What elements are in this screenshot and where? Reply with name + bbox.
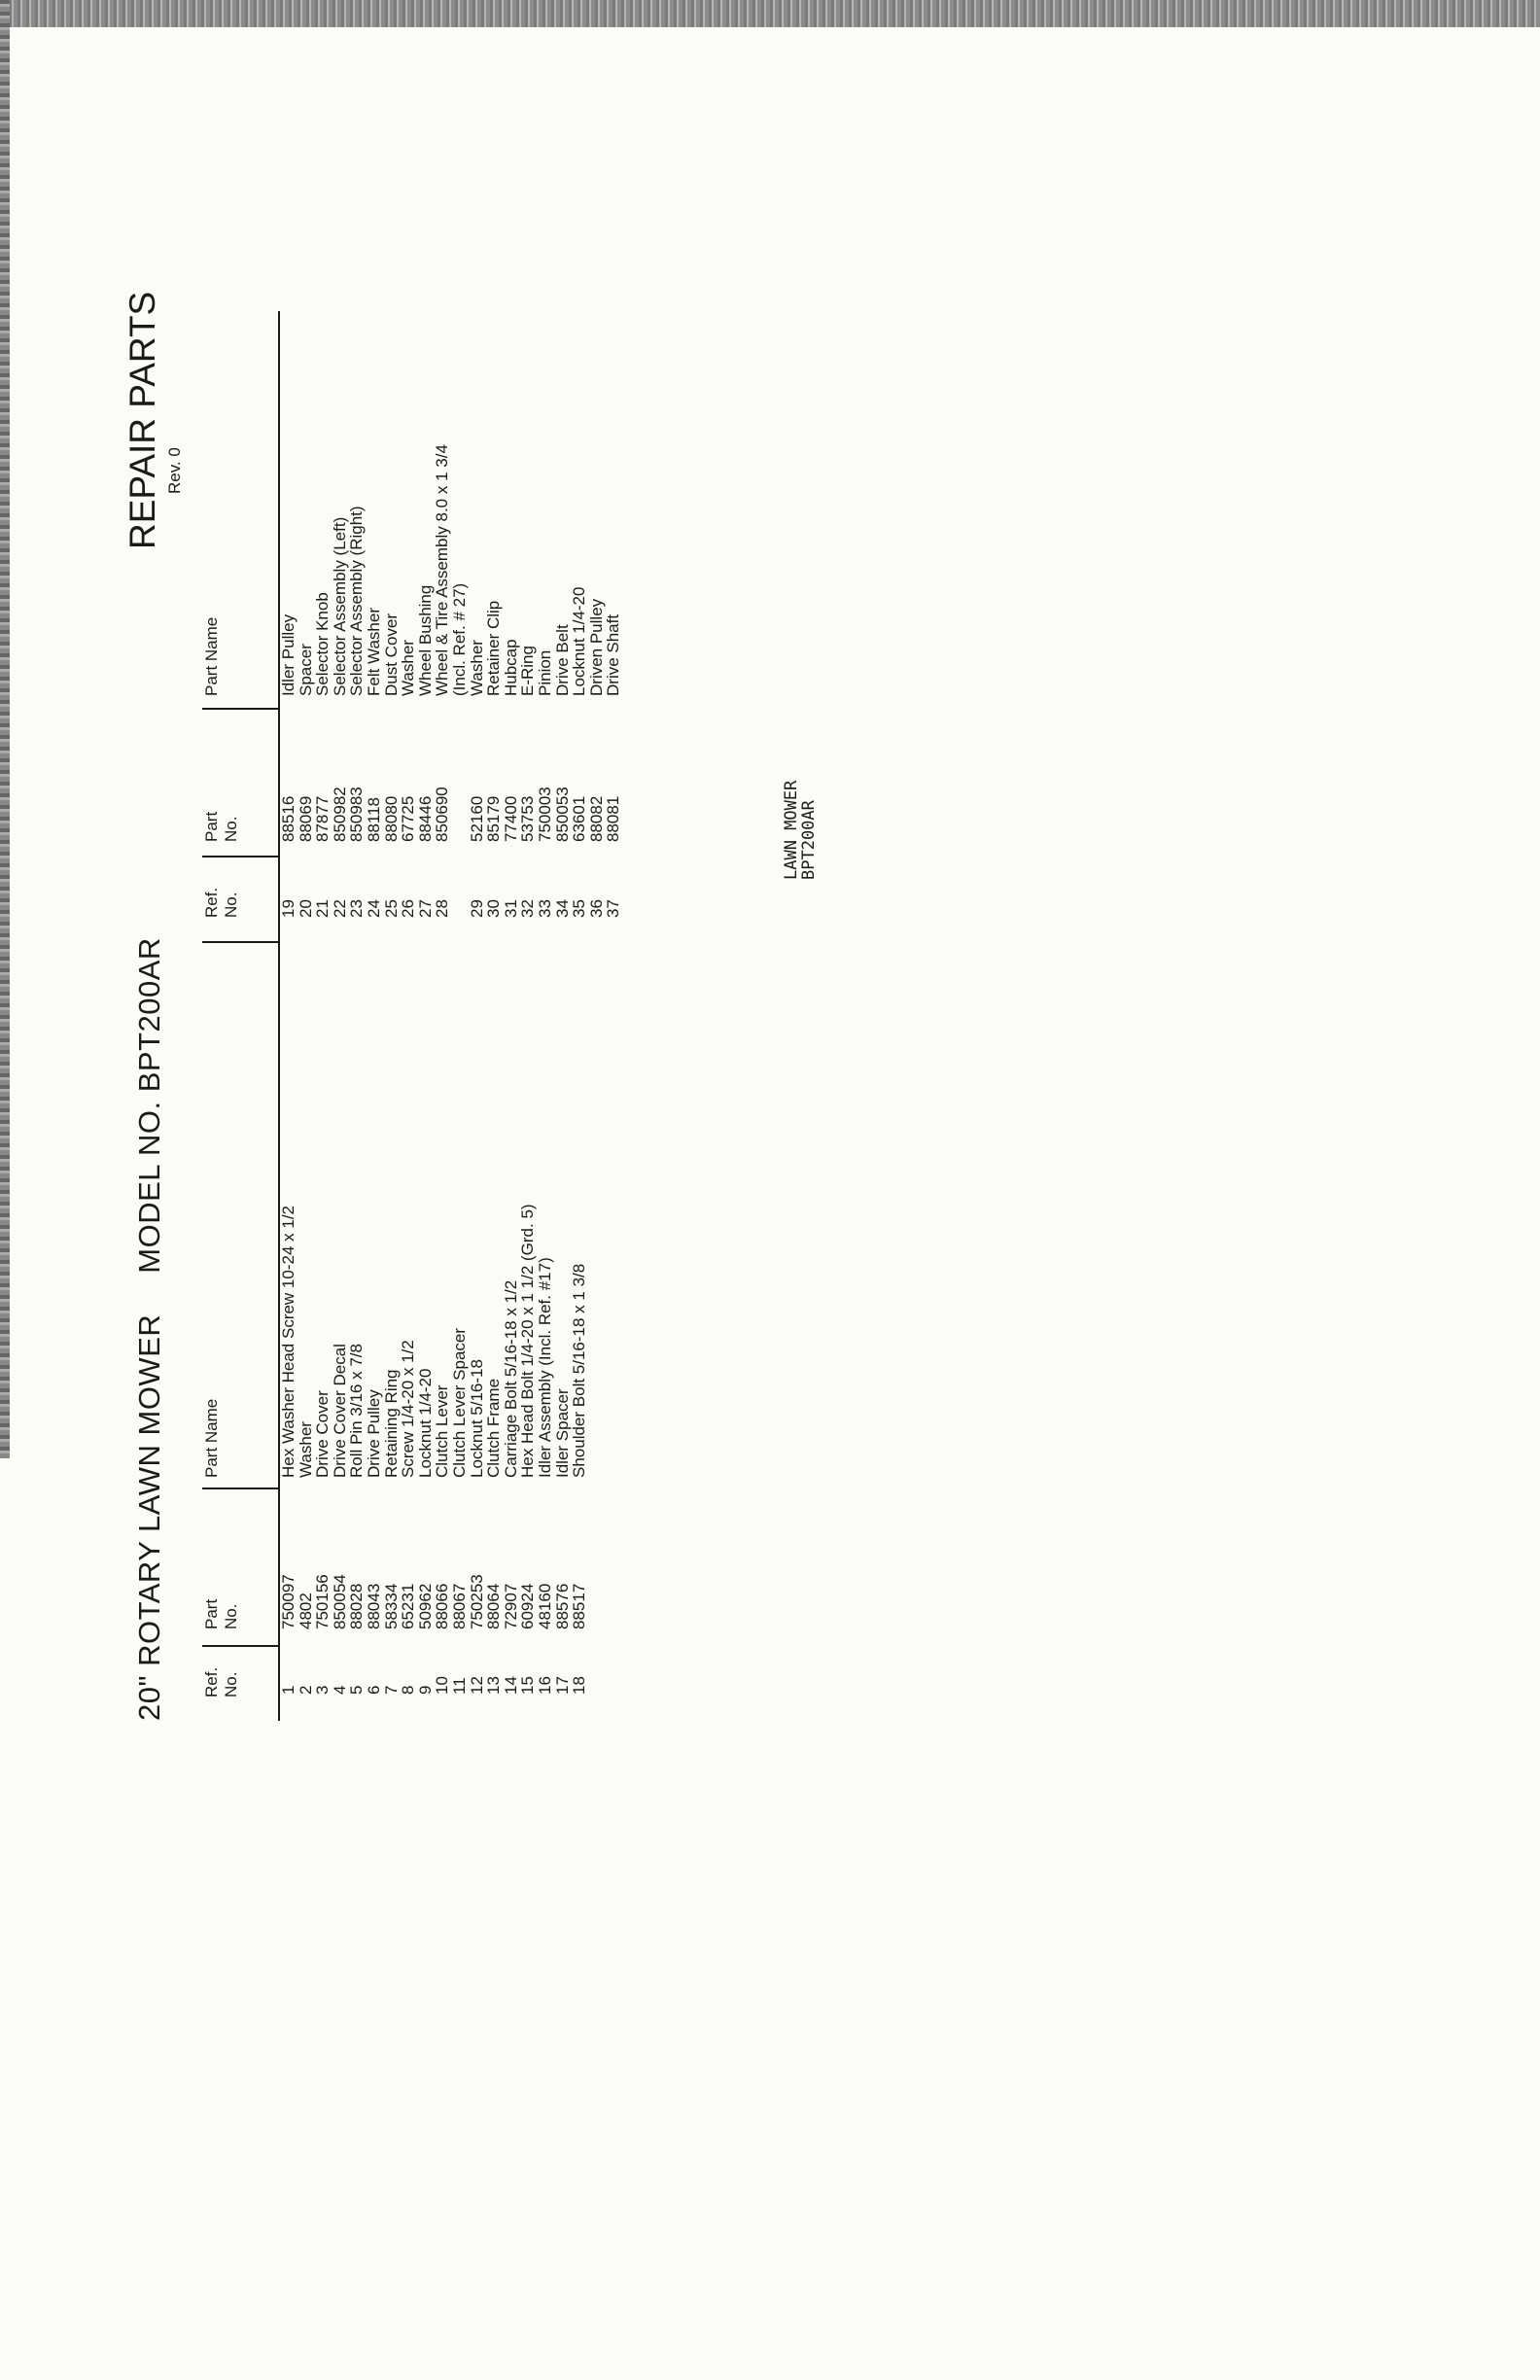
table-cell-name: (Incl. Ref. # 27) (449, 582, 469, 696)
table-cell-ref: 31 (501, 899, 520, 918)
table-cell-ref: 26 (399, 899, 418, 918)
header-name-right: Part Name (202, 616, 221, 696)
table-cell-name: Wheel Bushing (415, 584, 435, 696)
table-cell-ref: 9 (415, 1685, 435, 1695)
table-cell-part: 850983 (347, 787, 367, 842)
table-cell-name: Wheel & Tire Assembly 8.0 x 1 3/4 (433, 444, 452, 696)
table-cell-part: 88516 (279, 795, 298, 842)
table-cell-part: 52160 (467, 795, 486, 842)
table-cell-name: Drive Cover (313, 1390, 332, 1478)
table-cell-part: 88064 (484, 1583, 504, 1629)
table-cell-part: 87877 (313, 795, 332, 842)
revision-label: Rev. 0 (165, 447, 184, 494)
table-cell-ref: 14 (501, 1676, 520, 1695)
table-cell-name: Selector Assembly (Right) (347, 506, 367, 696)
header-part-left: Part No. (202, 1598, 240, 1629)
table-cell-part: 88082 (586, 795, 606, 842)
left-name-column (280, 1204, 588, 1478)
page-title (132, 937, 167, 1721)
table-cell-name: Washer (296, 1421, 315, 1478)
table-cell-name: E-Ring (518, 646, 538, 696)
table-cell-ref: 35 (570, 899, 589, 918)
scan-artifact-band (0, 0, 1540, 27)
table-cell-name: Locknut 5/16-18 (467, 1359, 486, 1478)
scan-artifact-edge (0, 0, 10, 1458)
right-part-column (280, 787, 622, 842)
table-cell-part: 88043 (364, 1583, 383, 1629)
table-cell-part: 750253 (467, 1574, 486, 1629)
table-cell-name: Idler Spacer (552, 1388, 572, 1478)
table-cell-ref: 21 (313, 899, 332, 918)
table-cell-ref: 30 (484, 899, 504, 918)
table-cell-part: 50962 (415, 1583, 435, 1629)
table-cell-part: 88576 (552, 1583, 572, 1629)
table-cell-ref: 23 (347, 899, 367, 918)
table-cell-name: Spacer (296, 644, 315, 696)
table-cell-name: Drive Belt (552, 624, 572, 696)
table-cell-part: 4802 (296, 1592, 315, 1629)
table-cell-ref: 16 (535, 1676, 554, 1695)
table-cell-ref: 29 (467, 899, 486, 918)
table-cell-name: Hubcap (501, 639, 520, 696)
table-cell-ref: 17 (552, 1676, 572, 1695)
table-cell-name: Screw 1/4-20 x 1/2 (399, 1340, 418, 1478)
repair-parts-heading: REPAIR PARTS (122, 291, 162, 549)
table-cell-name: Drive Shaft (604, 613, 623, 696)
table-cell-ref: 20 (296, 899, 315, 918)
divider-left-1 (202, 1645, 278, 1647)
table-cell-part: 88081 (604, 795, 623, 842)
table-cell-ref: 34 (552, 899, 572, 918)
table-cell-part: 88067 (449, 1583, 469, 1629)
table-cell-name: Clutch Lever Spacer (449, 1327, 469, 1478)
table-cell-name: Locknut 1/4-20 (570, 586, 589, 696)
table-cell-ref: 10 (433, 1676, 452, 1695)
table-cell-ref: 19 (279, 899, 298, 918)
table-cell-name: Driven Pulley (586, 598, 606, 696)
table-cell-ref: 4 (330, 1685, 349, 1695)
table-cell-part: 67725 (399, 795, 418, 842)
table-cell-name: Locknut 1/4-20 (415, 1368, 435, 1478)
table-cell-part: 850053 (552, 787, 572, 842)
title-model: MODEL NO. BPT200AR (132, 937, 166, 1274)
divider-left-2 (202, 1488, 278, 1489)
table-cell-name: Shoulder Bolt 5/16-18 x 1 3/8 (570, 1263, 589, 1478)
corner-label-line2: BPT200AR (799, 800, 819, 880)
table-cell-ref: 37 (604, 899, 623, 918)
table-cell-ref: 6 (364, 1685, 383, 1695)
header-ref-right: Ref. No. (202, 887, 240, 918)
left-ref-column (280, 1676, 588, 1695)
table-cell-part: 63601 (570, 795, 589, 842)
table-cell-ref (451, 899, 469, 918)
table-cell-name: Washer (399, 640, 418, 696)
table-cell-ref: 12 (467, 1676, 486, 1695)
table-cell-part: 88069 (296, 795, 315, 842)
table-cell-part: 77400 (501, 795, 520, 842)
table-cell-name: Felt Washer (364, 607, 383, 696)
table-cell-ref: 11 (449, 1677, 469, 1695)
table-cell-part: 88080 (381, 795, 401, 842)
table-cell-part: 60924 (518, 1583, 538, 1629)
table-cell-part: 850054 (330, 1574, 349, 1629)
table-cell-name: Pinion (535, 649, 554, 696)
table-cell-ref: 7 (381, 1685, 401, 1695)
table-cell-ref: 27 (415, 899, 435, 918)
table-cell-name: Hex Head Bolt 1/4-20 x 1 1/2 (Grd. 5) (518, 1204, 538, 1478)
table-cell-part: 750003 (535, 787, 554, 842)
table-cell-ref: 15 (518, 1676, 538, 1695)
table-cell-name: Idler Assembly (Incl. Ref. #17) (535, 1257, 554, 1478)
table-cell-part: 72907 (501, 1583, 520, 1629)
table-cell-name: Drive Pulley (364, 1389, 383, 1478)
table-cell-part: 48160 (535, 1583, 554, 1629)
repair-parts-page (107, 291, 1322, 1721)
table-cell-name: Retaining Ring (381, 1369, 401, 1478)
table-cell-name: Washer (467, 640, 486, 696)
table-cell-ref: 3 (313, 1685, 332, 1695)
table-cell-name: Dust Cover (381, 612, 401, 696)
table-cell-part: 750156 (313, 1574, 332, 1629)
table-cell-ref: 36 (586, 899, 606, 918)
table-cell-ref: 22 (330, 899, 349, 918)
table-cell-ref: 32 (518, 899, 538, 918)
header-part-right: Part No. (202, 811, 240, 842)
table-cell-part: 58334 (381, 1583, 401, 1629)
header-ref-left: Ref. No. (202, 1666, 240, 1698)
table-cell-part: 850982 (330, 787, 349, 842)
table-cell-part: 88028 (347, 1583, 367, 1629)
table-cell-ref: 2 (296, 1685, 315, 1695)
table-cell-ref: 1 (279, 1685, 298, 1695)
table-cell-name: Selector Assembly (Left) (330, 516, 349, 696)
divider-center (202, 941, 278, 943)
table-cell-ref: 8 (399, 1685, 418, 1695)
table-cell-part: 88066 (433, 1583, 452, 1629)
table-cell-name: Roll Pin 3/16 x 7/8 (347, 1344, 367, 1478)
table-cell-part (451, 787, 469, 842)
table-cell-name: Hex Washer Head Screw 10-24 x 1/2 (279, 1206, 298, 1478)
table-cell-part: 85179 (484, 795, 504, 842)
divider-right-2 (202, 708, 278, 710)
table-cell-ref: 5 (347, 1685, 367, 1695)
table-cell-part: 750097 (279, 1574, 298, 1629)
divider-right-1 (202, 856, 278, 858)
table-cell-ref: 18 (570, 1676, 589, 1695)
table-cell-name: Drive Cover Decal (330, 1344, 349, 1478)
table-cell-name: Carriage Bolt 5/16-18 x 1/2 (501, 1279, 520, 1478)
table-cell-part: 88118 (364, 796, 383, 842)
table-cell-part: 65231 (399, 1583, 418, 1629)
corner-label-line1: LAWN MOWER (782, 780, 801, 880)
table-cell-part: 88517 (570, 1583, 589, 1629)
table-cell-name: Retainer Clip (484, 600, 504, 696)
table-cell-name: Clutch Lever (433, 1384, 452, 1478)
table-cell-name: Clutch Frame (484, 1378, 504, 1478)
title-mower: 20" ROTARY LAWN MOWER (132, 1313, 166, 1721)
table-cell-part: 850690 (433, 787, 452, 842)
left-part-column (280, 1574, 588, 1629)
table-cell-name: Selector Knob (313, 592, 332, 696)
table-cell-name: Idler Pulley (279, 613, 298, 696)
table-cell-ref: 28 (433, 899, 452, 918)
table-cell-part: 53753 (518, 795, 538, 842)
table-cell-ref: 33 (535, 899, 554, 918)
table-cell-part: 88446 (415, 795, 435, 842)
table-cell-ref: 13 (484, 1676, 504, 1695)
table-cell-ref: 25 (381, 899, 401, 918)
right-ref-column (280, 899, 622, 918)
right-name-column (280, 444, 622, 696)
table-cell-ref: 24 (364, 899, 383, 918)
header-name-left: Part Name (202, 1398, 221, 1478)
